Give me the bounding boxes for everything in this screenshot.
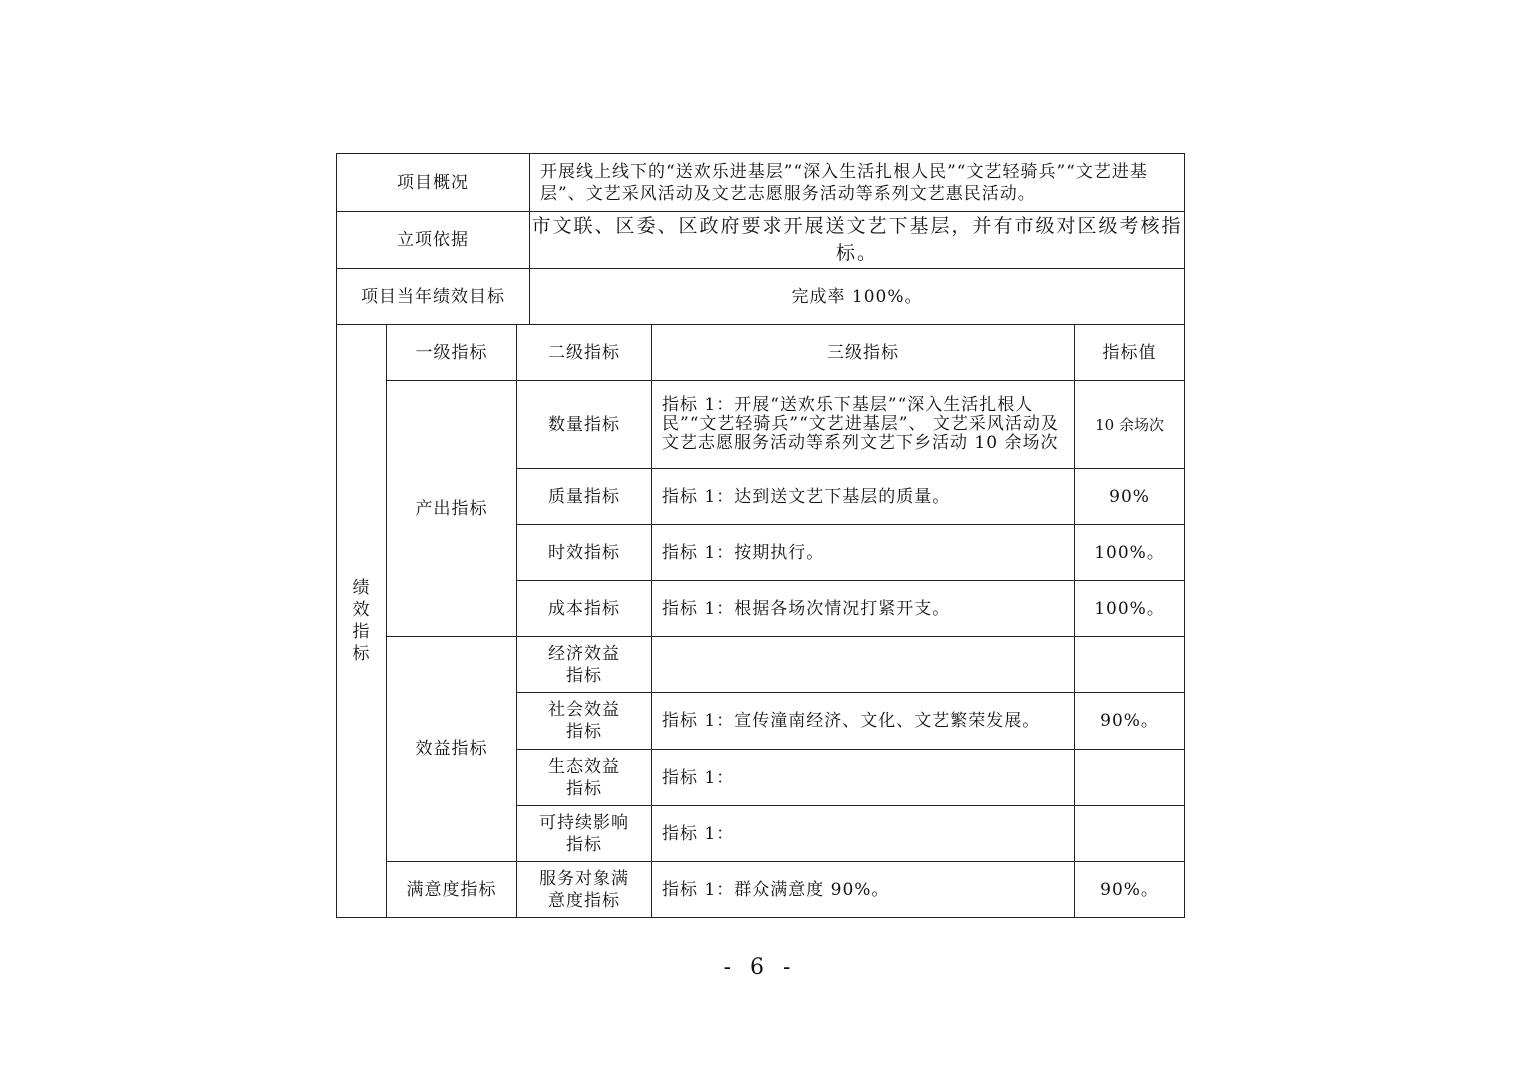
basis-label: 立项依据 (337, 212, 530, 269)
benefit-value (1075, 637, 1185, 693)
satisfaction-level2: 服务对象满意度指标 (517, 862, 652, 918)
goal-row (337, 269, 1185, 325)
performance-table (336, 153, 1185, 918)
benefit-level2: 社会效益指标 (517, 693, 652, 750)
table-row (337, 381, 1185, 469)
goal-text: 完成率 100%。 (530, 269, 1185, 325)
indicator-header-row (337, 325, 1185, 381)
overview-label: 项目概况 (337, 154, 530, 212)
satisfaction-value: 90%。 (1075, 862, 1185, 918)
basis-row (337, 212, 1185, 269)
output-value: 100%。 (1075, 525, 1185, 581)
output-level2: 质量指标 (517, 469, 652, 525)
basis-text: 市文联、区委、区政府要求开展送文艺下基层，并有市级对区级考核指标。 (530, 212, 1185, 269)
header-value: 指标值 (1075, 325, 1185, 381)
goal-label: 项目当年绩效目标 (337, 269, 530, 325)
output-level3: 指标 1：达到送文艺下基层的质量。 (652, 469, 1075, 525)
output-value: 100%。 (1075, 581, 1185, 637)
benefit-value (1075, 750, 1185, 806)
header-level2: 二级指标 (517, 325, 652, 381)
output-label: 产出指标 (387, 381, 517, 637)
satisfaction-label: 满意度指标 (387, 862, 517, 918)
benefit-level3: 指标 1：宣传潼南经济、文化、文艺繁荣发展。 (652, 693, 1075, 750)
output-level2: 数量指标 (517, 381, 652, 469)
indicators-section-text: 绩效指标 (352, 578, 371, 664)
benefit-level2: 生态效益指标 (517, 750, 652, 806)
output-level3: 指标 1：根据各场次情况打紧开支。 (652, 581, 1075, 637)
benefit-label: 效益指标 (387, 637, 517, 862)
table-row (337, 862, 1185, 918)
output-value: 10 余场次 (1075, 381, 1185, 469)
output-level3: 指标 1：按期执行。 (652, 525, 1075, 581)
indicators-section-label (337, 325, 387, 918)
benefit-level3 (652, 637, 1075, 693)
overview-row (337, 154, 1185, 212)
benefit-level2: 经济效益指标 (517, 637, 652, 693)
benefit-value: 90%。 (1075, 693, 1185, 750)
output-value: 90% (1075, 469, 1185, 525)
benefit-level3: 指标 1： (652, 806, 1075, 862)
page-number: - 6 - (723, 955, 797, 980)
overview-text: 开展线上线下的“送欢乐进基层”“深入生活扎根人民”“文艺轻骑兵”“文艺进基层”、文艺采风活动及文艺志愿服务活动等系列文艺惠民活动。 (530, 154, 1185, 212)
output-level3: 指标 1：开展“送欢乐下基层”“深入生活扎根人民”“文艺轻骑兵”“文艺进基层”、 文艺采风活动及文艺志愿服务活动等系列文艺下乡活动 10 余场次 (652, 381, 1075, 469)
satisfaction-level3: 指标 1：群众满意度 90%。 (652, 862, 1075, 918)
output-level2: 成本指标 (517, 581, 652, 637)
benefit-level2: 可持续影响指标 (517, 806, 652, 862)
output-level2: 时效指标 (517, 525, 652, 581)
header-level1: 一级指标 (387, 325, 517, 381)
benefit-value (1075, 806, 1185, 862)
benefit-level3: 指标 1： (652, 750, 1075, 806)
header-level3: 三级指标 (652, 325, 1075, 381)
table-row (337, 637, 1185, 693)
